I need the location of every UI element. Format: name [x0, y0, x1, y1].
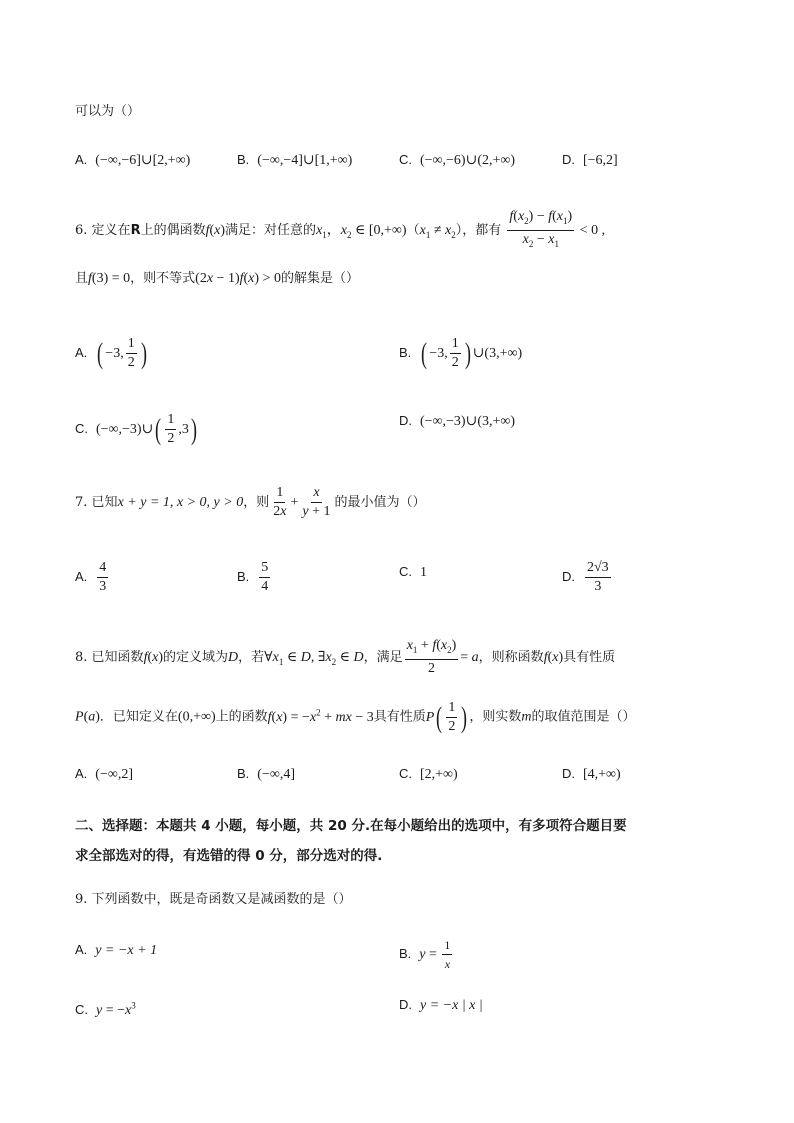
q6-neq: $x_1 \ne x_2$	[419, 222, 456, 240]
option-value: (−∞,4]	[257, 767, 295, 782]
q8-text: ．已知定义在	[99, 709, 178, 725]
q6-text: ，则不等式	[130, 271, 196, 286]
question-8-line-2	[75, 699, 635, 736]
q5-option-b	[237, 150, 352, 171]
option-label: C.	[399, 766, 412, 781]
q8-option-b	[237, 764, 295, 785]
q6-text: 上的偶函数	[140, 222, 206, 238]
q7-text: 已知	[91, 495, 118, 510]
question-number: 7.	[75, 495, 88, 510]
q8-property-pa: P(a)	[75, 709, 100, 725]
option-value: y = $\frac{1}{x}$	[419, 938, 451, 971]
option-label: D.	[562, 152, 575, 167]
q8-option-c	[399, 764, 458, 785]
option-value: (−∞,2]	[95, 767, 133, 782]
q8-text: ，满足	[363, 649, 403, 665]
q7-text: ，则	[243, 495, 270, 510]
option-value: y = −x + 1	[95, 943, 158, 958]
question-6-line-1	[75, 208, 605, 253]
question-5-stem-tail	[75, 102, 140, 122]
q6-text: 且	[75, 271, 89, 286]
q8-text: 具有性质	[563, 649, 616, 665]
q9-text: 下列函数中，既是奇函数又是减函数的是（）	[91, 892, 352, 907]
q6-real-set: R	[130, 222, 141, 238]
q8-text: 的定义域为	[163, 649, 229, 665]
option-label: C.	[75, 420, 88, 436]
q6-lt-zero: < 0 ,	[576, 222, 606, 238]
option-value: $\frac{5}{4}$	[261, 560, 269, 594]
q7-frac-1: $\frac{1}{2x}$	[273, 485, 287, 519]
option-label: B.	[399, 344, 412, 360]
section-2-heading-line-1	[75, 816, 627, 836]
q8-text: 具有性质	[373, 709, 426, 725]
question-number: 8.	[75, 649, 88, 665]
q8-text: ，则实数	[469, 709, 522, 725]
q8-function: $f(x) = -x^2$ + mx − 3	[267, 707, 374, 725]
q6-option-d	[399, 411, 515, 432]
q6-text: 定义在	[91, 222, 131, 238]
option-label: A.	[75, 152, 88, 167]
q5-option-c	[399, 150, 515, 171]
q6-f3: f(3) = 0	[88, 271, 131, 286]
q6-option-a	[75, 335, 149, 372]
q9-option-c	[75, 995, 136, 1021]
q6-option-b	[399, 335, 522, 372]
option-value: y = −x | x |	[420, 998, 483, 1013]
option-label: B.	[399, 945, 412, 961]
option-value: (−∞,−6)∪(2,+∞)	[420, 153, 516, 168]
q8-eq-a: = a	[460, 649, 479, 665]
q6-text: （	[406, 222, 420, 238]
option-label: D.	[399, 413, 412, 428]
question-6-line-2	[75, 269, 359, 289]
q8-m: m	[521, 709, 532, 725]
q8-interval: (0,+∞)	[177, 709, 216, 725]
q8-fx-2: f(x)	[543, 649, 564, 665]
q5-tail-text: 可以为（）	[75, 104, 141, 119]
q8-domain: D	[228, 649, 239, 665]
option-value: $\frac{4}{3}$	[99, 560, 107, 594]
option-value: $y = -x^3$	[96, 1000, 136, 1018]
option-label: B.	[237, 569, 250, 584]
option-value: 1	[420, 565, 427, 580]
option-label: C.	[399, 152, 412, 167]
q8-mean-fraction: $\frac{x_1 + f(x_2)}{2}$	[406, 638, 457, 676]
question-7-stem: 7. 已知x + y = 1, x > 0, y > 0，则 $\frac{1}{2x}$ + $\frac{x}{y + 1}$ 的最小值为（）	[75, 485, 426, 519]
q7-option-a	[75, 559, 110, 596]
section-heading-text: 求全部选对的得，有选错的得 0 分，部分选对的得.	[75, 848, 383, 864]
question-number: 9.	[75, 892, 88, 907]
q8-text: ，若	[238, 649, 265, 665]
option-label: A.	[75, 344, 88, 360]
question-8-line-1	[75, 637, 615, 678]
option-label: D.	[562, 569, 575, 584]
option-label: D.	[562, 766, 575, 781]
option-label: C.	[75, 1001, 88, 1017]
option-value: [2,+∞)	[420, 767, 458, 782]
q8-text: 上的函数	[215, 709, 268, 725]
q8-property-half: P( $\frac{1}{2}$ )	[425, 700, 468, 734]
option-label: A.	[75, 569, 88, 584]
section-2-heading-line-2	[75, 846, 382, 866]
q8-text: 的取值范围是（）	[531, 709, 636, 725]
q6-text: 满足：对任意的	[225, 222, 317, 238]
option-label: C.	[399, 564, 412, 579]
q8-text: ，则称函数	[478, 649, 544, 665]
option-value: ( −3, $\frac{1}{2}$ ) ∪(3,+∞)	[421, 336, 523, 370]
q5-option-d	[562, 150, 618, 171]
option-label: D.	[399, 997, 412, 1012]
q6-inequality: (2x − 1)f(x) > 0	[195, 271, 281, 286]
option-value: $\frac{2√3}{3}$	[587, 560, 609, 594]
q6-text: 的解集是（）	[280, 271, 359, 286]
option-label: A.	[75, 942, 88, 957]
q6-option-c	[75, 411, 199, 448]
option-value: ( −3, $\frac{1}{2}$ )	[97, 336, 147, 370]
q9-option-d	[399, 995, 483, 1016]
section-heading-text: 二、选择题：本题共 4 小题，每小题，共 20 分.在每小题给出的选项中，有多项符合题目要	[75, 818, 627, 834]
q6-x1x2: $x_1$，$x_2$ ∈ [0,+∞)	[316, 222, 407, 240]
q8-option-d	[562, 764, 621, 785]
option-value: (−∞,−6]∪[2,+∞)	[95, 153, 191, 168]
option-value: (−∞,−3)∪(3,+∞)	[420, 414, 516, 429]
q8-fx: f(x)	[143, 649, 164, 665]
q9-option-b	[399, 936, 454, 973]
q8-quantifiers: $\forall x_1$ ∈ D, $\exists x_2$ ∈ D	[264, 649, 364, 667]
q6-fx: f(x)	[205, 222, 226, 238]
option-label: B.	[237, 766, 250, 781]
q6-difference-quotient: $\frac{f(x_2) - f(x_1)}{x_2 - x_1}$	[509, 209, 573, 249]
question-number: 6.	[75, 222, 88, 238]
q7-frac-2: $\frac{x}{y + 1}$	[302, 485, 331, 519]
q9-option-a	[75, 940, 157, 961]
q6-text: ），都有	[455, 222, 502, 238]
option-value: [4,+∞)	[583, 767, 621, 782]
q8-option-a	[75, 764, 133, 785]
option-value: [−6,2]	[583, 153, 618, 168]
question-9-stem	[75, 890, 352, 910]
q8-text: 已知函数	[91, 649, 144, 665]
q7-option-b	[237, 559, 272, 596]
q7-condition: x + y = 1, x > 0, y > 0	[117, 495, 244, 510]
option-value: (−∞,−4]∪[1,+∞)	[257, 153, 353, 168]
option-label: B.	[237, 152, 250, 167]
q7-option-d	[562, 559, 613, 596]
q7-option-c	[399, 562, 427, 583]
option-label: A.	[75, 766, 88, 781]
q5-option-a	[75, 150, 190, 171]
q7-text: 的最小值为（）	[334, 495, 426, 510]
option-value: (−∞,−3)∪( $\frac{1}{2}$ ,3)	[96, 412, 197, 446]
